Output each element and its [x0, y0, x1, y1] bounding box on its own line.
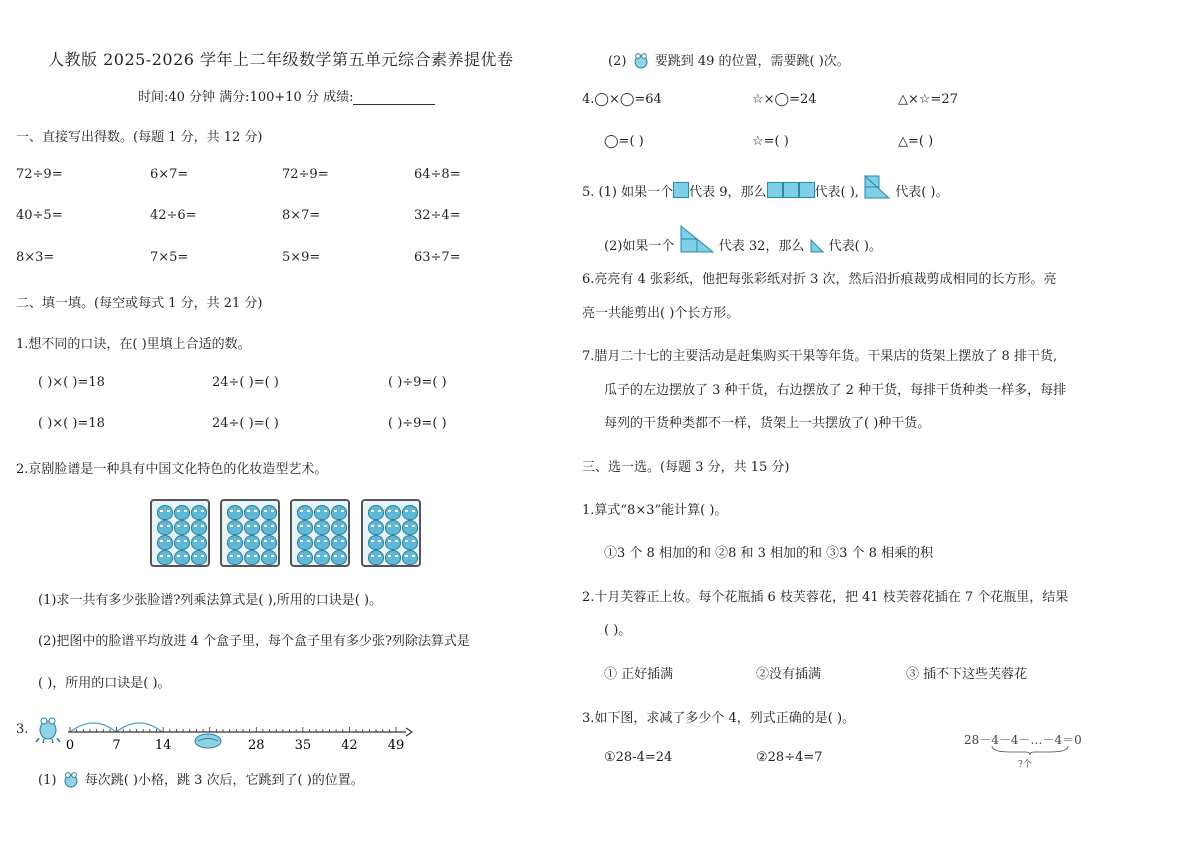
q2-2-sub1: (1)求一共有多少张脸谱?列乘法算式是( ),所用的口诀是( )。: [38, 593, 383, 608]
frog-icon: [61, 770, 81, 788]
mask-box: [150, 499, 210, 567]
q5-line1: [582, 174, 948, 200]
opera-mask-icon: [157, 535, 173, 550]
square-icon: [799, 182, 815, 198]
tick-label: 42: [341, 738, 358, 753]
q2-2-text: 2.京剧脸谱是一种具有中国文化特色的化妆造型艺术。: [16, 462, 328, 477]
opera-mask-icon: [331, 505, 347, 520]
opera-mask-icon: [227, 520, 243, 535]
section-1-heading: 一、直接写出得数。(每题 1 分，共 12 分): [16, 130, 263, 145]
opera-mask-icon: [261, 505, 277, 520]
opera-mask-icon: [368, 535, 384, 550]
q5-2b: 代表 32，那么: [718, 239, 805, 254]
q4-equation: △×☆=27: [898, 92, 958, 107]
opera-mask-icon: [402, 535, 418, 550]
q7-line2: 瓜子的左边摆放了 3 种干货，右边摆放了 2 种干货，每排干货种类一样多，每排: [604, 383, 1067, 398]
s3-q3: 3.如下图，求减了多少个 4，列式正确的是( )。: [582, 711, 856, 726]
q4-answer[interactable]: ☆=( ): [752, 134, 789, 149]
q2-1-text: 1.想不同的口诀，在( )里填上合适的数。: [16, 337, 251, 352]
opera-mask-icon: [261, 520, 277, 535]
calc-item: 8×3=: [16, 250, 55, 265]
section-3-heading: 三、选一选。(每题 3 分，共 15 分): [582, 460, 790, 475]
opera-mask-icon: [244, 550, 260, 565]
q2-2-sub2b: ( )，所用的口诀是( )。: [38, 676, 171, 691]
score-blank[interactable]: [353, 92, 435, 105]
opera-mask-icon: [385, 520, 401, 535]
mask-box: [220, 499, 280, 567]
opera-mask-icon: [385, 535, 401, 550]
page-title: 人教版 2025-2026 学年上二年级数学第五单元综合素养提优卷: [48, 50, 514, 69]
opera-mask-icon: [331, 550, 347, 565]
fill-item[interactable]: ( )÷9=( ): [388, 416, 447, 431]
square-icon: [767, 182, 783, 198]
opera-mask-icon: [297, 505, 313, 520]
opera-mask-icon: [385, 550, 401, 565]
opera-mask-icon: [368, 520, 384, 535]
opera-mask-icon: [157, 520, 173, 535]
small-triangle-icon: [809, 238, 825, 254]
fill-item[interactable]: 24÷( )=( ): [212, 416, 279, 431]
opera-mask-icon: [174, 505, 190, 520]
opera-mask-icon: [174, 535, 190, 550]
q5-2c: 代表( )。: [828, 239, 882, 254]
s3-q3-opt1[interactable]: ①28-4=24: [604, 750, 673, 765]
opera-mask-icon: [314, 535, 330, 550]
q5-1d: 代表( )。: [895, 185, 949, 200]
q2-3-sub1: [38, 769, 364, 788]
s3-q3-opt2[interactable]: ②28÷4=7: [756, 750, 823, 765]
square-icon: [783, 182, 799, 198]
opera-mask-icon: [244, 535, 260, 550]
fill-item[interactable]: 24÷( )=( ): [212, 375, 279, 390]
tick-label: 7: [112, 738, 121, 753]
tick-label: 28: [248, 738, 265, 753]
mask-box: [290, 499, 350, 567]
tick-label: 35: [294, 738, 312, 753]
frog-icon: [631, 51, 651, 69]
q2-3-num: 3.: [16, 722, 29, 737]
s3-q2-line1: 2.十月芙蓉正上妆。每个花瓶插 6 枝芙蓉花，把 41 枝芙蓉花插在 7 个花瓶里，结果: [582, 590, 1069, 605]
opera-mask-icon: [227, 550, 243, 565]
opera-mask-icon: [174, 520, 190, 535]
mask-box: [361, 499, 421, 567]
q4-equation: ☆×◯=24: [752, 92, 817, 107]
fill-item[interactable]: ( )×( )=18: [38, 375, 105, 390]
calc-item: 6×7=: [150, 167, 189, 182]
opera-mask-icon: [261, 550, 277, 565]
calc-item: 42÷6=: [150, 208, 197, 223]
fill-item[interactable]: ( )÷9=( ): [388, 375, 447, 390]
opera-mask-icon: [244, 520, 260, 535]
q2-2-sub2: (2)把图中的脸谱平均放进 4 个盒子里，每个盒子里有多少张?列除法算式是: [38, 634, 470, 649]
q3-expression-figure: 28－4－4－…－4＝0: [964, 733, 1082, 747]
opera-mask-icon: [157, 550, 173, 565]
opera-mask-icon: [368, 505, 384, 520]
brace-label: ?个: [1018, 760, 1032, 770]
q2-3-sub2-label: (2): [608, 54, 627, 69]
opera-mask-icon: [191, 520, 207, 535]
s3-q1-options: ①3 个 8 相加的和 ②8 和 3 相加的和 ③3 个 8 相乘的积: [604, 546, 934, 561]
s3-q2-opt1[interactable]: ① 正好插满: [604, 667, 674, 682]
opera-mask-icon: [297, 535, 313, 550]
opera-mask-icon: [191, 505, 207, 520]
opera-mask-icon: [402, 520, 418, 535]
opera-mask-icon: [331, 535, 347, 550]
q6-line2: 亮一共能剪出( )个长方形。: [582, 306, 740, 321]
opera-mask-icon: [227, 535, 243, 550]
q4-equation: 4.◯×◯=64: [582, 92, 662, 107]
s3-q2-opt2[interactable]: ②没有插满: [756, 667, 822, 682]
opera-mask-icon: [157, 505, 173, 520]
q7-line1: 7.腊月二十七的主要活动是赶集购买干果等年货。干果店的货架上摆放了 8 排干货,: [582, 349, 1058, 364]
q5-line2: [604, 224, 882, 254]
square-icon: [673, 182, 689, 198]
q5-1a: 5. (1) 如果一个: [582, 185, 674, 200]
opera-mask-icon: [314, 505, 330, 520]
tick-label: 49: [387, 738, 405, 753]
q6-line1: 6.亮亮有 4 张彩纸，他把每张彩纸对折 3 次，然后沿折痕裁剪成相同的长方形。亮: [582, 272, 1057, 287]
exam-meta-text: 时间:40 分钟 满分:100+10 分 成绩:: [138, 90, 354, 105]
q5-1b: 代表 9，那么: [689, 185, 767, 200]
number-line-figure: [34, 708, 414, 754]
section-2-heading: 二、填一填。(每空或每式 1 分，共 21 分): [16, 296, 263, 311]
opera-mask-icon: [402, 550, 418, 565]
opera-mask-icon: [191, 535, 207, 550]
big-triangle-icon: [679, 224, 715, 254]
s3-q2-opt3[interactable]: ③ 插不下这些芙蓉花: [906, 667, 1028, 682]
triangle-square-icon: [863, 174, 891, 200]
calc-item: 64÷8=: [414, 167, 461, 182]
q2-3-sub2-text: 要跳到 49 的位置，需要跳( )次。: [654, 54, 850, 69]
calc-item: 32÷4=: [414, 208, 461, 223]
s3-q1: 1.算式“8×3”能计算( )。: [582, 503, 728, 518]
opera-mask-icon: [227, 505, 243, 520]
opera-mask-icon: [191, 550, 207, 565]
tick-label: 14: [154, 738, 172, 753]
calc-item: 40÷5=: [16, 208, 63, 223]
calc-item: 72÷9=: [16, 167, 63, 182]
s3-q2-line2: ( )。: [604, 623, 632, 638]
opera-mask-icon: [385, 505, 401, 520]
q7-line3: 每列的干货种类都不一样，货架上一共摆放了( )种干货。: [604, 416, 931, 431]
q2-3-sub2: [608, 50, 850, 69]
opera-mask-icon: [297, 550, 313, 565]
q5-2a: (2)如果一个: [604, 239, 675, 254]
calc-item: 63÷7=: [414, 250, 461, 265]
opera-mask-icon: [402, 505, 418, 520]
q2-3-sub1-label: (1): [38, 773, 57, 788]
opera-mask-icon: [244, 505, 260, 520]
calc-item: 5×9=: [282, 250, 321, 265]
frog-icon: [36, 718, 60, 743]
tick-label: 0: [65, 738, 75, 753]
fill-item[interactable]: ( )×( )=18: [38, 416, 105, 431]
opera-mask-icon: [261, 535, 277, 550]
opera-mask-icon: [314, 550, 330, 565]
opera-mask-icon: [331, 520, 347, 535]
calc-item: 7×5=: [150, 250, 189, 265]
exam-meta: [138, 86, 435, 105]
q5-1c: 代表( ),: [814, 185, 859, 200]
calc-item: 72÷9=: [282, 167, 329, 182]
opera-mask-icon: [368, 550, 384, 565]
calc-item: 8×7=: [282, 208, 321, 223]
q4-answer[interactable]: ◯=( ): [604, 134, 644, 149]
q4-answer[interactable]: △=( ): [898, 134, 934, 149]
opera-mask-icon: [297, 520, 313, 535]
q2-3-sub1-text: 每次跳( )小格，跳 3 次后，它跳到了( )的位置。: [84, 773, 364, 788]
opera-mask-icon: [314, 520, 330, 535]
brace-icon: [990, 744, 1070, 756]
opera-mask-icon: [174, 550, 190, 565]
